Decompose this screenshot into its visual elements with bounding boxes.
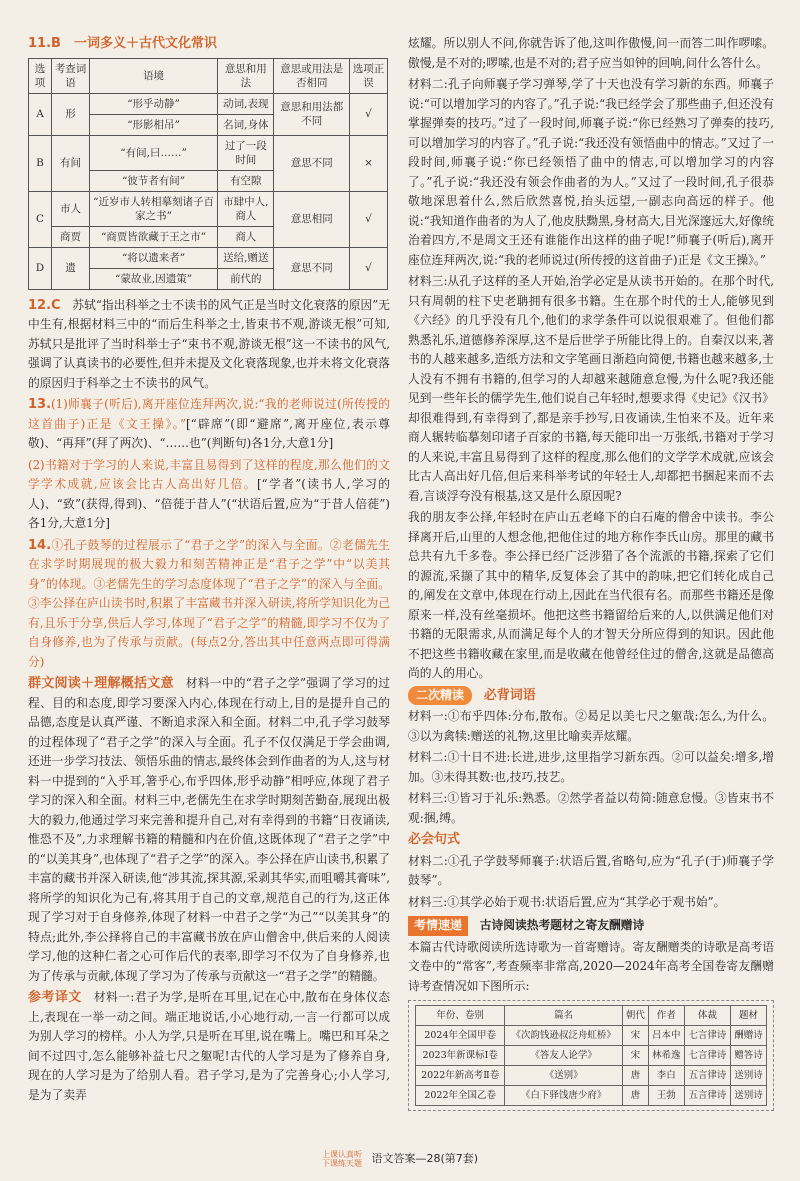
- table-cell: 《白下驿饯唐少府》: [505, 1086, 623, 1106]
- table-cell: 送别诗: [730, 1086, 766, 1106]
- table-header-row: [29, 58, 388, 93]
- table-cell: 有空隙: [218, 170, 274, 191]
- table-cell: 2022年新高考Ⅱ卷: [416, 1066, 505, 1086]
- sentence-pattern-1: 材料二:①孔子学鼓琴师襄子:状语后置,省略句,应为“孔子(于)师襄子学鼓琴”。: [408, 853, 774, 887]
- table-cell: 唐: [622, 1066, 648, 1086]
- table-cell: 商人: [218, 226, 274, 247]
- table-cell: 意思相同: [274, 191, 349, 247]
- q11-heading: [28, 34, 390, 54]
- table-cell: 市人: [51, 191, 89, 226]
- table-cell: 赠答诗: [730, 1046, 766, 1066]
- q13-block: [28, 395, 390, 454]
- table-cell: 李白: [648, 1066, 684, 1086]
- table-cell: 商贾: [51, 226, 89, 247]
- table-cell: ×: [349, 135, 387, 191]
- table-header-cell: 作者: [648, 1006, 684, 1026]
- page-footer: [0, 1150, 800, 1168]
- table-cell: 动词,表现: [218, 93, 274, 114]
- table-cell: “近岁市人转相摹刻诸子百家之书”: [89, 191, 217, 226]
- table-cell: 五言律诗: [684, 1086, 730, 1106]
- table-row: [416, 1086, 767, 1106]
- table-cell: 林希逸: [648, 1046, 684, 1066]
- page-number: 语文答案—28(第7套): [371, 1152, 479, 1165]
- table-cell: D: [29, 247, 52, 289]
- table-cell: 吕本中: [648, 1026, 684, 1046]
- q12-block: [28, 296, 390, 394]
- table-cell: √: [349, 247, 387, 289]
- table-cell: 前代的: [218, 268, 274, 289]
- second-reading-header: [408, 686, 774, 706]
- table-row: [416, 1066, 767, 1086]
- table-cell: 有间: [51, 135, 89, 191]
- key-words-2: 材料二:①十日不进:长进,进步,这里指学习新东西。②可以益矣:增多,增加。③未得其数:也,技巧,技艺。: [408, 750, 774, 784]
- table-cell: 2024年全国甲卷: [416, 1026, 505, 1046]
- table-cell: “蒙故业,因遗策”: [89, 268, 217, 289]
- table-cell: 唐: [622, 1086, 648, 1106]
- table-cell: 宋: [622, 1046, 648, 1066]
- exam-brief-table-box: [408, 1000, 774, 1111]
- q14-analysis-title: 群文阅读＋理解概括文意: [28, 676, 174, 691]
- q11-title: 11.B 一词多义＋古代文化常识: [28, 36, 217, 51]
- table-cell: 七言律诗: [684, 1046, 730, 1066]
- table-header-cell: 意思或用法是否相同: [274, 58, 349, 93]
- table-cell: “有间,曰……”: [89, 135, 217, 170]
- exam-brief-tag: 考情速递: [408, 916, 468, 936]
- table-cell: 王勃: [648, 1086, 684, 1106]
- sentence-patterns-header: [408, 830, 774, 850]
- left-column: [28, 34, 390, 1107]
- table-cell: 送别诗: [730, 1066, 766, 1086]
- q14-title: 14.: [28, 537, 52, 553]
- table-header-cell: 年份、卷别: [416, 1006, 505, 1026]
- table-cell: √: [349, 191, 387, 247]
- table-cell: “彼节者有间”: [89, 170, 217, 191]
- q12-text: 苏轼“指出科举之士不读书的风气正是当时文化衰落的原因”无中生有,根据材料三中的“而后生科举之士,皆束书不观,游谈无根”可知,苏轼只是批评了当时科举士子“束书不观,游谈无根”这一不读书的风气,强调了认真读书的必要性,但并未提及文化衰落现象,也并未将文化衰落的原因归于科举之士不读书的风气。: [28, 297, 391, 390]
- table-cell: B: [29, 135, 52, 191]
- q13-answer-1: (1)师襄子(听后),离开座位连拜两次,说:“我的老师说过(所传授的这首曲子)正是《文王操》。”: [28, 397, 390, 431]
- table-header-cell: 选项正误: [349, 58, 387, 93]
- table-row: [29, 247, 388, 268]
- table-cell: 市肆中人,商人: [218, 191, 274, 226]
- q13-scoring-2: [“学者”(读书人,学习的人)、“致”(获得,得到)、“倍蓰于昔人”(“状语后置,应为“于昔人倍蓰”)各1分,大意1分]: [28, 477, 390, 530]
- table-cell: 意思和用法都不同: [274, 93, 349, 135]
- table-cell: 意思不同: [274, 135, 349, 191]
- key-words-1: 材料一:①布乎四体:分布,散布。②曷足以美七尺之躯哉:怎么,为什么。③以为禽犊:赠送的礼物,这里比喻卖弄炫耀。: [408, 709, 774, 743]
- second-reading-tag: 二次精读: [408, 686, 472, 706]
- sentence-pattern-2: 材料三:①其学必始于观书:状语后置,应为“其学必于观书始”。: [408, 894, 726, 909]
- q14-analysis-text: 材料一中的“君子之学”强调了学习的过程、目的和态度,即学习要深入内心,体现在行动上,目的是提升自己的品德,态度是认真严谨、不断追求深入和全面。材料二中,孔子学习鼓琴的过程体现了“君子之学”的深入与全面。孔子不仅仅满足于学会曲调,还进一步学习技法、领悟乐曲的情志,最终体会到作曲者的为人,这与材料一中提到的“入乎耳,箸乎心,布乎四体,形乎动静”相呼应,体现了君子学习的深入和全面。材料三中,老儒先生在求学时期刻苦勤奋,展现出极大的毅力,他通过学习来完善和提升自己,对有幸得到的书籍“日夜诵读,惟恐不及”,力求理解书籍的精髓和内在价值,这既体现了“君子之学”中的“以美其身”,也体现了“君子之学”的深入。李公择在庐山读书,积累了丰富的藏书并深入研读,他“涉其流,探其源,采剥其华实,而咀嚼其膏味”,将所学的知识化为己有,将其用于自己的文章,规范自己的行为,这正体现了学习对于自身修养,体现了材料一中君子之学“为己”“以美其身”的特点;此外,李公择将自己的丰富藏书放在庐山僧舍中,供后来的人阅读学习,他的这种仁者之心可作后代的表率,即学习不仅为了自身修养,也为了传承与贡献,体现了学习为了传承与贡献这一“君子之学”的精髓。: [28, 676, 390, 983]
- table-cell: 送给,赠送: [218, 247, 274, 268]
- table-cell: 七言律诗: [684, 1026, 730, 1046]
- table-cell: 名词,身体: [218, 114, 274, 135]
- exam-brief-header: [408, 916, 774, 936]
- translation-text: 材料一:君子为学,是听在耳里,记在心中,散布在身体仪态上,表现在一举一动之间。端正地说话,小心地行动,一言一行都可以成为别人学习的榜样。小人为学,只是听在耳里,说在嘴上。嘴巴和耳朵之间不过四寸,怎么能够补益七尺之躯呢!古代的人学习是为了修养自身,现在的人学习是为了给别人看。君子学习,是为了完善身心;小人学习,是为了卖弄: [28, 990, 390, 1102]
- material-3-translation: 材料三:从孔子这样的圣人开始,治学必定是从读书开始的。在那个时代,只有周朝的柱下史老聃拥有很多书籍。生在那个时代的士人,能够见到《六经》的几乎没有几个,他们的求学条件可以说很艰难了。但他们都熟悉礼乐,道德修养深厚,这不是后世学子所能比得上的。自秦汉以来,著书的人越来越多,造纸方法和文字笔画日渐趋向简便,书籍也越来越多,士人没有不拥有书籍的,但学习的人却越来越随意怠慢,为什么呢?我还能见到一些年长的儒学先生,他们说自己年轻时,想要求得《史记》《汉书》却很难得到,有幸得到了,都是亲手抄写,日夜诵读,生怕来不及。近年来商人辗转临摹刻印诸子百家的书籍,每天能印出一万张纸,书籍对于学习的人来说,丰富且易得到了这样的程度,那么他们的文学学术成就,应该会比古人高出好几倍,但后来科举考试的年轻士人,却都把书捆起来而不去看,言谈浮夸没有根基,这又是什么原因呢?: [408, 274, 774, 503]
- table-header-cell: 题材: [730, 1006, 766, 1026]
- table-cell: “商贾皆欲藏于王之市”: [89, 226, 217, 247]
- q13-title: 13.: [28, 397, 52, 412]
- table-header-cell: 语境: [89, 58, 217, 93]
- table-cell: 意思不同: [274, 247, 349, 289]
- table-cell: “形乎动静”: [89, 93, 217, 114]
- table-cell: 形: [51, 93, 89, 135]
- exam-table: [415, 1005, 767, 1106]
- table-cell: 2022年全国乙卷: [416, 1086, 505, 1106]
- key-words-title: 必背词语: [483, 687, 536, 703]
- exam-brief-title: 古诗阅读热考题材之寄友酬赠诗: [479, 918, 645, 932]
- q11-table: [28, 58, 388, 290]
- table-header-cell: 选项: [29, 58, 52, 93]
- translation-title: 参考译文: [28, 990, 82, 1005]
- q13-answer-2: (2)书籍对于学习的人来说,丰富且易得到了这样的程度,那么他们的文学学术成就,应该会比古人高出好几倍。: [28, 457, 390, 491]
- table-cell: C: [29, 191, 52, 247]
- table-row: [29, 93, 388, 114]
- table-cell: 遗: [51, 247, 89, 289]
- translation-continued: 炫耀。所以别人不问,你就告诉了他,这叫作傲慢,问一而答二叫作啰嗦。傲慢,是不对的;啰嗦,也是不对的;君子应当如钟的回响,问什么答什么。: [408, 36, 774, 70]
- table-header-cell: 意思和用法: [218, 58, 274, 93]
- table-cell: “将以遗来者”: [89, 247, 217, 268]
- q14-block: [28, 536, 390, 673]
- table-row: [416, 1026, 767, 1046]
- table-cell: 《答友人论学》: [505, 1046, 623, 1066]
- table-header-cell: 朝代: [622, 1006, 648, 1026]
- table-cell: 《送别》: [505, 1066, 623, 1086]
- key-words-3: 材料三:①皆习于礼乐:熟悉。②然学者益以苟简:随意怠慢。③皆束书不观:捆,缚。: [408, 791, 774, 825]
- table-header-cell: 考查词语: [51, 58, 89, 93]
- table-header-cell: 体裁: [684, 1006, 730, 1026]
- table-header-row: [416, 1006, 767, 1026]
- table-cell: 五言律诗: [684, 1066, 730, 1086]
- material-2-translation: 材料二:孔子向师襄子学习弹琴,学了十天也没有学习新的东西。师襄子说:“可以增加学习的内容了。”孔子说:“我已经学会了那些曲子,但还没有掌握弹奏的技巧。”过了一段时间,师襄子说:“你已经熟习了弹奏的技巧,可以增加学习的内容了。”孔子说:“我还没有领悟曲中的情志。”又过了一段时间,师襄子说:“你已经领悟了曲中的情志,可以增加学习的内容了。”孔子说:“我还没有领会作曲者的为人。”又过了一段时间,孔子很恭敬地深思着什么,然后欣然喜悦,抬头远望,一副志向高远的样子。他说:“我知道作曲者的为人了,他皮肤黝黑,身材高大,目光深邃远大,好像统治着四方,不是周文王还有谁能作出这样的曲子呢!”师襄子(听后),离开座位连拜两次,说:“我的老师说过(所传授的这首曲子)正是《文王操》。”: [408, 77, 774, 267]
- exam-brief-text: 本篇古代诗歌阅读所选诗歌为一首寄赠诗。寄友酬赠类的诗歌是高考语文卷中的“常客”,考查频率非常高,2020—2024年高考全国卷寄友酬赠诗考查情况如下图所示:: [408, 939, 774, 993]
- table-cell: 酬赠诗: [730, 1026, 766, 1046]
- table-cell: “形影相吊”: [89, 114, 217, 135]
- material-3-translation-2: 我的朋友李公择,年轻时在庐山五老峰下的白石庵的僧舍中读书。李公择离开后,山里的人想念他,把他住过的地方称作李氏山房。那里的藏书总共有九千多卷。李公择已经广泛涉猎了各个流派的书籍,探索了它们的源流,采撷了其中的精华,反复体会了其中的韵味,把它们转化成自己的,阐发在文章中,体现在行动上,因此在当代很有名。而那些书籍还是像原来一样,没有丝毫损坏。他把这些书籍留给后来的人,以供满足他们对书籍的无限需求,从而满足每个人的才智天分所应得到的知识。因此他不把这些书籍收藏在家里,而是收藏在他曾经住过的僧舍,这就是品德高尚的人的用心。: [408, 510, 774, 680]
- table-row: [416, 1046, 767, 1066]
- table-cell: 宋: [622, 1026, 648, 1046]
- footer-logo: [322, 1150, 362, 1168]
- q14-answer: ①孔子鼓琴的过程展示了“君子之学”的深入与全面。②老儒先生在求学时期展现的极大毅力和刻苦精神正是“君子之学”中“以美其身”的体现。③老儒先生的学习态度体现了“君子之学”的深入与全面。③李公择在庐山读书时,积累了丰富藏书并深入研读,将所学知识化为己有,且乐于分享,供后人学习,体现了“君子之学”的精髓,即学习不仅为了自身修养,也为了传承与贡献。(每点2分,答出其中任意两点即可得满分): [28, 537, 390, 669]
- translation-block: [28, 988, 390, 1105]
- sentence-patterns-title: 必会句式: [408, 832, 461, 847]
- right-column: [408, 34, 774, 1115]
- table-cell: A: [29, 93, 52, 135]
- q13-scoring-1: [“辟席”(即“避席”,离开座位,表示尊敬)、“再拜”(拜了两次)、“……也”(判断句)各1分,大意1分]: [28, 416, 391, 450]
- q14-analysis: [28, 674, 390, 986]
- table-cell: 过了一段时间: [218, 135, 274, 170]
- table-row: [29, 135, 388, 170]
- q13-block-2: [28, 456, 390, 534]
- table-header-cell: 篇名: [505, 1006, 623, 1026]
- footer-logo-line-2: 下课练天题: [321, 1159, 362, 1168]
- footer-logo-line-1: 上课认真听: [321, 1150, 362, 1159]
- table-cell: 2023年新课标Ⅰ卷: [416, 1046, 505, 1066]
- table-row: [29, 191, 388, 226]
- q12-title: 12.C: [28, 297, 61, 313]
- table-cell: 《次韵钱逊叔泛舟虹桥》: [505, 1026, 623, 1046]
- table-cell: √: [349, 93, 387, 135]
